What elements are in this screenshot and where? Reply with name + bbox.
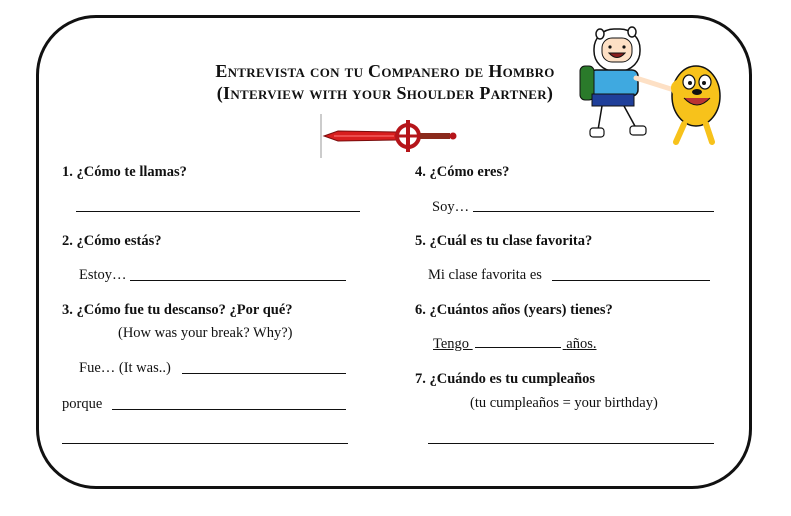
cartoon-characters-illustration	[578, 24, 728, 152]
finn-figure	[580, 27, 674, 137]
answer-line-7[interactable]	[428, 443, 714, 444]
question-4: 4. ¿Cómo eres?	[415, 164, 510, 180]
question-3-prompt: Fue… (It was..)	[79, 360, 171, 376]
answer-line-3-extra[interactable]	[62, 443, 348, 444]
answer-line-1[interactable]	[76, 211, 360, 212]
question-2: 2. ¿Cómo estás?	[62, 233, 162, 249]
question-3: 3. ¿Cómo fue tu descanso? ¿Por qué?	[62, 302, 293, 318]
question-6-anos: años.	[566, 336, 597, 352]
question-5: 5. ¿Cuál es tu clase favorita?	[415, 233, 593, 249]
question-5-prompt: Mi clase favorita es	[428, 267, 542, 283]
answer-line-5[interactable]	[552, 280, 710, 281]
question-7-translation: (tu cumpleaños = your birthday)	[470, 395, 658, 411]
question-4-prompt: Soy…	[432, 199, 470, 215]
title-spanish: Entrevista con tu Companero de Hombro	[215, 61, 555, 81]
question-3-translation: (How was your break? Why?)	[118, 325, 293, 341]
sword-icon	[318, 112, 458, 160]
question-6-answer	[433, 336, 597, 353]
question-2-prompt: Estoy…	[79, 267, 127, 283]
title-english: (Interview with your Shoulder Partner)	[216, 83, 554, 103]
question-6: 6. ¿Cuántos años (years) tienes?	[415, 302, 613, 318]
question-3-porque: porque	[62, 396, 103, 412]
jake-figure	[672, 66, 720, 142]
worksheet-title	[200, 60, 570, 104]
answer-line-4[interactable]	[473, 211, 714, 212]
question-6-tengo: Tengo	[433, 336, 470, 352]
question-1: 1. ¿Cómo te llamas?	[62, 164, 187, 180]
answer-line-3-porque[interactable]	[112, 409, 346, 410]
answer-blank-6[interactable]	[475, 346, 561, 348]
answer-line-3[interactable]	[182, 373, 346, 374]
question-7: 7. ¿Cuándo es tu cumpleaños	[415, 371, 596, 387]
answer-line-2[interactable]	[130, 280, 346, 281]
